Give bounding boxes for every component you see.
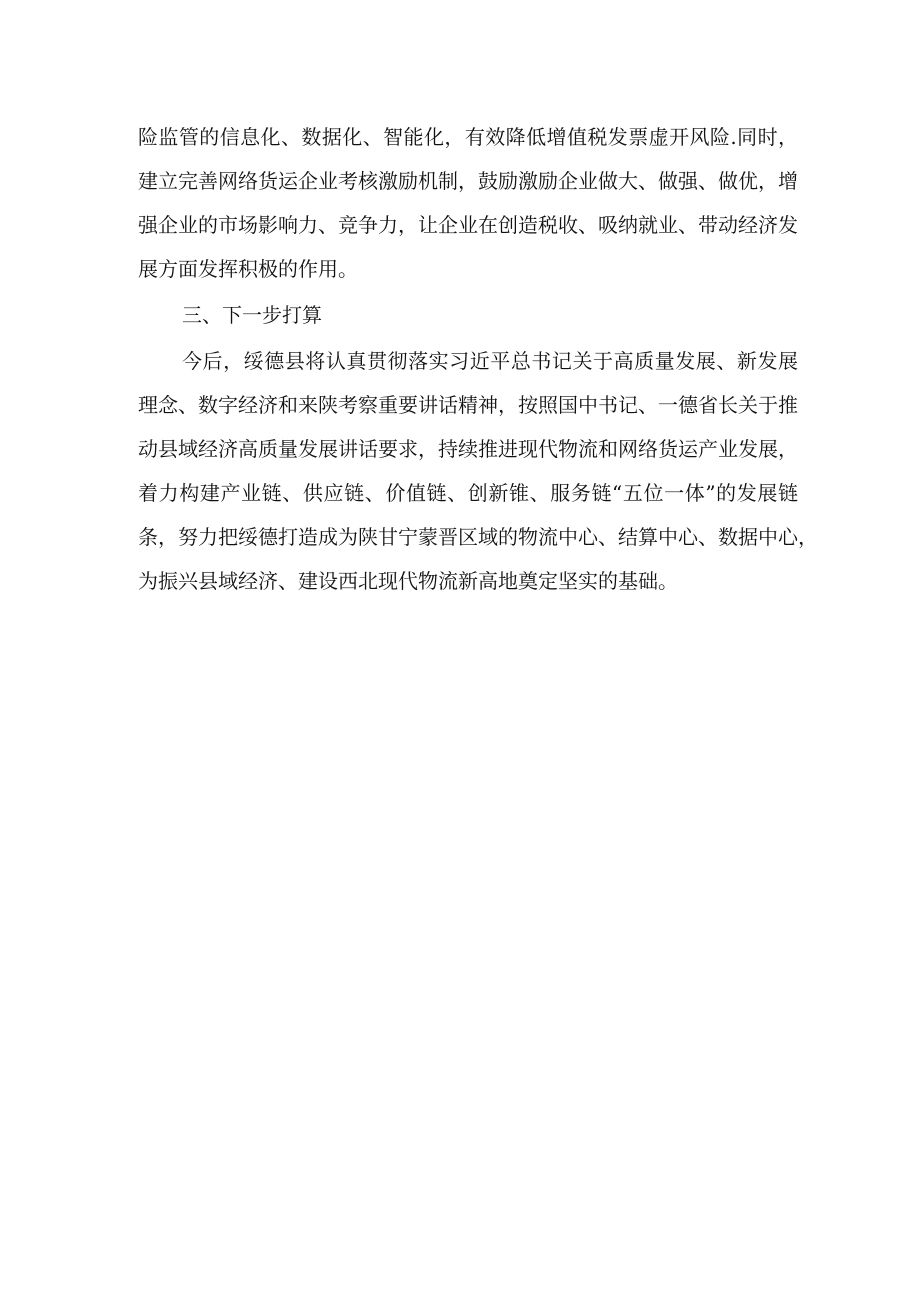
document-page [138,115,818,603]
text-line: 条，努力把绥德打造成为陕甘宁蒙晋区域的物流中心、结算中心、数据中心， [138,525,818,549]
text-line: 强企业的市场影响力、竞争力，让企业在创造税收、吸纳就业、带动经济发 [138,213,798,237]
text-line: 建立完善网络货运企业考核激励机制，鼓励激励企业做大、做强、做优，增 [138,169,798,193]
text-line: 为振兴县域经济、建设西北现代物流新高地奠定坚实的基础。 [138,569,678,593]
text-line: 理念、数字经济和来陕考察重要讲话精神，按照国中书记、一德省长关于推 [138,393,798,417]
text-line: 动县域经济高质量发展讲话要求，持续推进现代物流和网络货运产业发展， [138,437,798,461]
section-heading: 三、下一步打算 [182,303,322,327]
paragraph-next-steps [138,339,818,603]
text-line: 今后，绥德县将认真贯彻落实习近平总书记关于高质量发展、新发展 [182,349,798,373]
paragraph-continuation [138,115,798,291]
text-line: 展方面发挥积极的作用。 [138,257,358,281]
text-line: 险监管的信息化、数据化、智能化，有效降低增值税发票虚开风险.同时， [138,125,798,149]
text-line: 着力构建产业链、供应链、价值链、创新锥、服务链“五位一体”的发展链 [138,481,798,505]
